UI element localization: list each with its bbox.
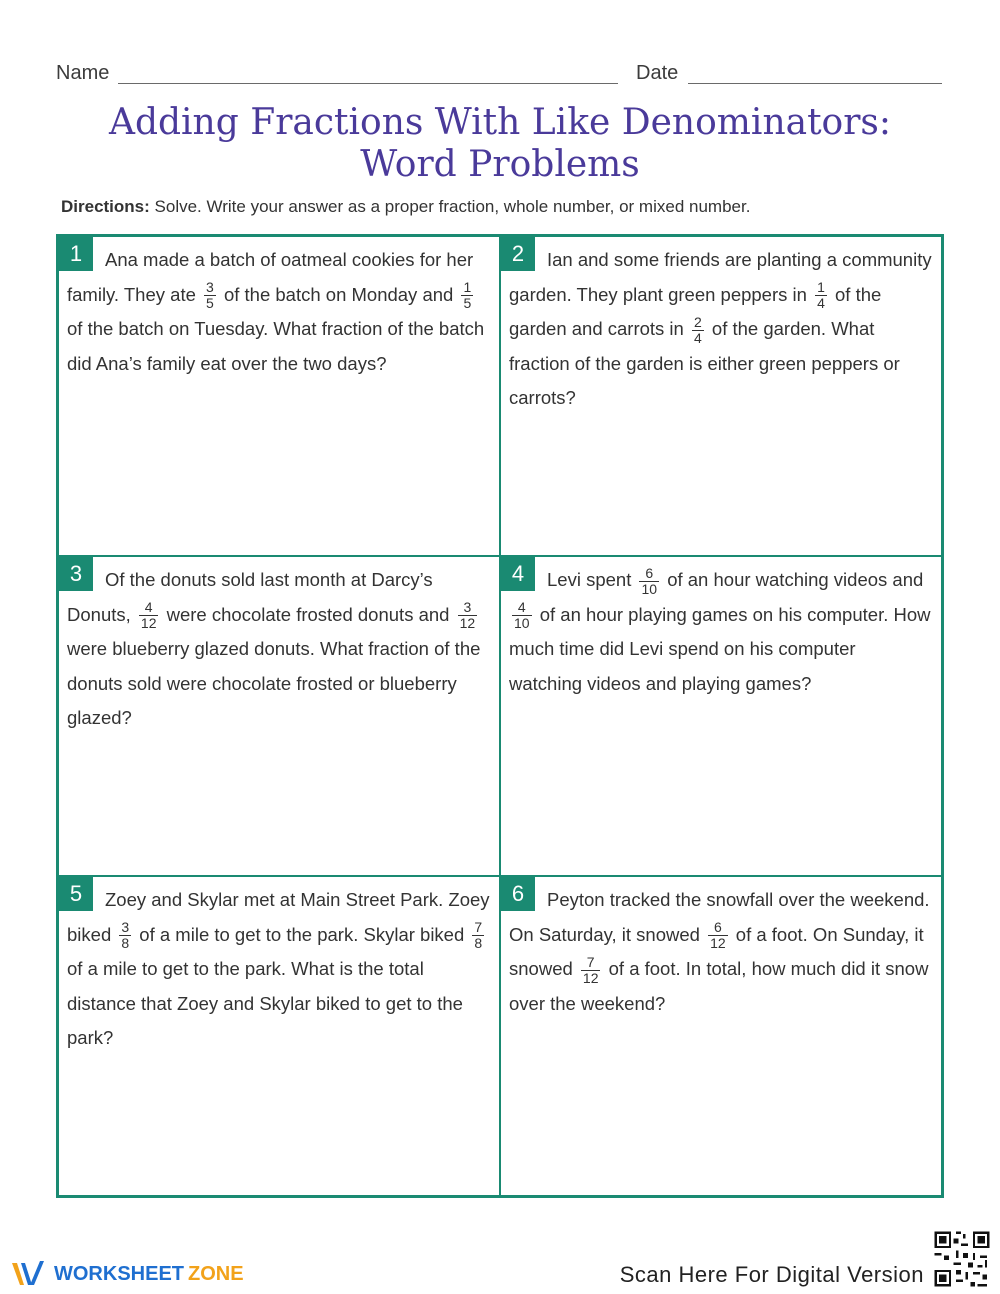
fraction: [119, 920, 131, 951]
directions-label: Directions:: [61, 197, 150, 216]
problem-number-badge: 6: [501, 877, 535, 911]
scan-text: Scan Here For Digital Version: [619, 1262, 924, 1287]
fraction: [639, 566, 659, 597]
fraction-denominator: 5: [463, 295, 472, 312]
fraction-numerator: 3: [458, 600, 478, 616]
problem-text-segment: were blueberry glazed donuts. What fraction of the donuts sold were chocolate frosted or blueberry glazed?: [67, 638, 481, 728]
title-line-2: Word Problems: [360, 144, 640, 185]
problem-number-badge: 4: [501, 557, 535, 591]
problem-text: [509, 563, 933, 701]
fraction-numerator: 7: [581, 955, 601, 971]
problem-text-segment: of a foot. On Sunday, it snowed: [509, 923, 924, 979]
fraction-numerator: 3: [206, 279, 214, 296]
title-line-1: Adding Fractions With Like Denominators:: [108, 102, 892, 143]
fraction: [139, 600, 159, 631]
fraction: [692, 315, 704, 346]
problem-text-segment: Peyton tracked the snowfall over the weekend. On Saturday, it snowed: [509, 889, 930, 945]
qr-code-icon[interactable]: [932, 1229, 992, 1289]
problem-number-badge: 1: [59, 237, 93, 271]
directions: [61, 197, 961, 217]
problem-text-segment: of a mile to get to the park. What is the total distance that Zoey and Skylar biked to get to the park?: [67, 958, 463, 1048]
problem-cell-6[interactable]: [500, 876, 942, 1196]
fraction-numerator: 6: [708, 920, 728, 936]
problem-text-segment: of the garden. What fraction of the garden is either green peppers or carrots?: [509, 318, 900, 408]
problem-text-segment: of an hour playing games on his computer. How much time did Levi spend on his computer watching videos and playing games?: [509, 603, 931, 694]
problem-cell-5[interactable]: [58, 876, 500, 1196]
fraction-denominator: 12: [140, 615, 157, 632]
problem-cell-2[interactable]: [500, 236, 942, 556]
problem-text: [509, 243, 933, 416]
fraction-numerator: 6: [639, 566, 659, 582]
problem-text-segment: of the batch on Tuesday. What fraction of the batch did Ana’s family eat over the two days?: [67, 318, 485, 374]
fraction-denominator: 12: [582, 969, 599, 986]
fraction-numerator: 3: [121, 919, 130, 936]
name-label: Name: [56, 62, 110, 84]
problem-text: [67, 563, 491, 736]
problem-text-segment: of the garden and carrots in: [509, 283, 882, 339]
fraction-numerator: 4: [139, 600, 159, 616]
date-label: Date: [636, 62, 679, 84]
fraction: [458, 600, 478, 631]
fraction-numerator: 2: [693, 313, 702, 330]
fraction-denominator: 10: [641, 580, 658, 597]
problem-text-segment: of a mile to get to the park. Skylar biked: [134, 923, 470, 945]
fraction-numerator: 7: [474, 919, 483, 936]
problem-text-segment: Ian and some friends are planting a community garden. They plant green peppers in: [509, 249, 932, 305]
problem-text-segment: Levi spent: [547, 569, 637, 590]
problem-text-segment: Of the donuts sold last month at Darcy’s Donuts,: [67, 569, 433, 625]
fraction: [815, 280, 827, 311]
problem-cell-1[interactable]: [58, 236, 500, 556]
worksheet-zone-logo: [10, 1256, 244, 1292]
problem-text-segment: of a foot. In total, how much did it snow over the weekend?: [509, 958, 929, 1014]
worksheet-zone-logo-icon: [10, 1259, 48, 1289]
fraction-denominator: 5: [206, 295, 214, 312]
problem-text: [67, 883, 491, 1056]
fraction-numerator: 1: [463, 279, 472, 296]
fraction-denominator: 8: [121, 935, 130, 952]
problem-grid: [56, 234, 944, 1198]
fraction: [708, 920, 728, 951]
fraction-denominator: 12: [710, 935, 726, 952]
fraction: [581, 955, 601, 986]
fraction-denominator: 10: [514, 615, 530, 632]
problem-text: [67, 243, 491, 381]
fraction-denominator: 4: [693, 329, 702, 346]
date-line[interactable]: [688, 83, 942, 84]
fraction: [461, 280, 473, 311]
directions-text: Solve. Write your answer as a proper fraction, whole number, or mixed number.: [149, 197, 751, 216]
problem-text-segment: Ana made a batch of oatmeal cookies for her family. They ate: [67, 249, 474, 305]
fraction-denominator: 4: [817, 295, 825, 312]
fraction: [204, 280, 216, 311]
fraction: [512, 600, 532, 631]
fraction-denominator: 8: [474, 935, 483, 952]
fraction: [472, 920, 484, 951]
name-line[interactable]: [118, 83, 618, 84]
name-date-row: [56, 60, 944, 90]
logo-text-worksheet: WORKSHEET: [54, 1262, 184, 1285]
page-title: [40, 102, 960, 186]
problem-text-segment: were chocolate frosted donuts and: [161, 603, 455, 625]
problem-cell-3[interactable]: [58, 556, 500, 876]
problem-text-segment: Zoey and Skylar met at Main Street Park. Zoey biked: [67, 889, 490, 945]
problem-number-badge: 5: [59, 877, 93, 911]
problem-number-badge: 3: [59, 557, 93, 591]
problem-number-badge: 2: [501, 237, 535, 271]
problem-text-segment: of the batch on Monday and: [218, 283, 459, 305]
fraction-denominator: 12: [459, 615, 476, 632]
problem-text-segment: of an hour watching videos and: [662, 569, 924, 590]
fraction-numerator: 4: [512, 600, 532, 616]
problem-text: [509, 883, 933, 1021]
fraction-numerator: 1: [817, 279, 825, 296]
problem-cell-4[interactable]: [500, 556, 942, 876]
logo-text-zone: ZONE: [188, 1262, 244, 1285]
